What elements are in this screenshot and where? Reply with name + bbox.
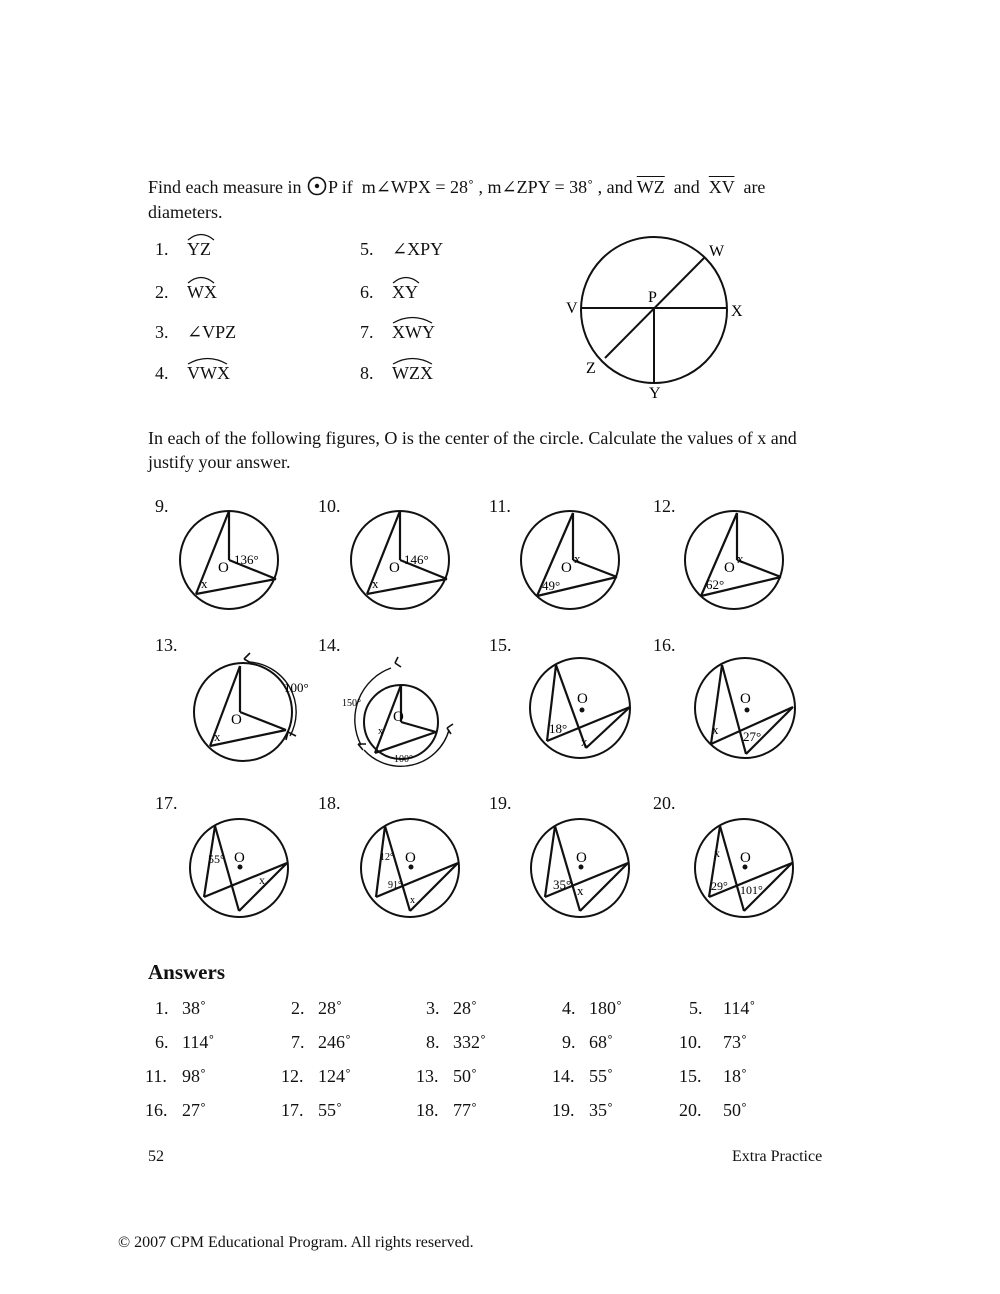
answer-value: 180˚ — [589, 998, 622, 1018]
figure-number: 15. — [489, 635, 512, 655]
answer-number: 6. — [155, 1032, 169, 1052]
arc-symbol-icon — [186, 355, 229, 365]
instructions — [148, 175, 848, 225]
segment-xv: $\overline{XV}$ — [708, 177, 735, 197]
figure-14 — [342, 657, 453, 766]
figure-label: 101° — [740, 883, 763, 897]
figure-label: x — [577, 883, 584, 898]
figure-label: O — [561, 560, 572, 576]
answer-value: 114˚ — [723, 998, 756, 1018]
question-6 — [360, 280, 418, 304]
answer-value: 28˚ — [318, 998, 342, 1018]
question-number: 5. — [360, 239, 374, 259]
figure-label: x — [372, 576, 379, 591]
figure-label: 18° — [549, 721, 568, 736]
question-label: YZ — [187, 239, 211, 259]
answer-number: 20. — [679, 1100, 702, 1120]
figure-label: 35° — [553, 877, 572, 892]
point-p: P — [648, 289, 657, 306]
question-5 — [360, 237, 443, 261]
answer-number: 15. — [679, 1066, 702, 1086]
arc-symbol-icon — [391, 355, 434, 365]
figure-number: 20. — [653, 793, 676, 813]
answer-value: 55˚ — [318, 1100, 342, 1120]
point-w: W — [709, 243, 725, 260]
figure-number: 11. — [489, 496, 511, 516]
arc-symbol-icon — [186, 274, 216, 284]
answer-value: 246˚ — [318, 1032, 351, 1052]
section-name: Extra Practice — [732, 1148, 823, 1165]
figure-number: 14. — [318, 635, 341, 655]
figure-label: O — [740, 691, 751, 707]
question-4 — [155, 361, 230, 385]
question-number: 2. — [155, 282, 169, 302]
answer-value: 28˚ — [453, 998, 477, 1018]
answer-value: 38˚ — [182, 998, 206, 1018]
answer-value: 98˚ — [182, 1066, 206, 1086]
question-label: XY — [392, 282, 418, 302]
question-label: ∠VPZ — [187, 322, 237, 342]
question-label: WZX — [392, 363, 433, 383]
question-3 — [155, 320, 236, 344]
point-y: Y — [649, 385, 661, 402]
and-word: and — [673, 177, 700, 197]
figure-label: 100° — [394, 754, 413, 765]
figure-13 — [194, 653, 309, 761]
answer-value: 35˚ — [589, 1100, 613, 1120]
figure-label: 49° — [542, 578, 561, 593]
figure-17 — [190, 819, 288, 917]
question-number: 3. — [155, 322, 169, 342]
point-v: V — [566, 300, 578, 317]
copyright: © 2007 CPM Educational Program. All rights reserved. — [118, 1234, 474, 1251]
answer-number: 16. — [145, 1100, 168, 1120]
figure-label: x — [712, 722, 719, 737]
figure-label: x — [201, 576, 208, 591]
figure-label: O — [724, 560, 735, 576]
answer-number: 4. — [562, 998, 576, 1018]
answer-value: 124˚ — [318, 1066, 351, 1086]
figure-9 — [180, 511, 278, 609]
figure-label: x — [378, 726, 383, 737]
question-8 — [360, 361, 433, 385]
question-label: ∠XPY — [392, 239, 444, 259]
figure-18 — [361, 819, 459, 917]
figure-10 — [351, 511, 449, 609]
figure-number: 10. — [318, 496, 341, 516]
figure-number: 18. — [318, 793, 341, 813]
arc-symbol-icon — [186, 231, 216, 241]
arc-symbol-icon — [391, 274, 421, 284]
figure-label: O — [231, 712, 242, 728]
figure-label: 55° — [208, 852, 225, 866]
figure-label: O — [393, 709, 404, 725]
answer-number: 13. — [416, 1066, 439, 1086]
figure-instructions-line2: justify your answer. — [148, 452, 291, 472]
answer-value: 50˚ — [723, 1100, 747, 1120]
answer-value: 18˚ — [723, 1066, 747, 1086]
figure-label: x — [410, 895, 415, 906]
figure-label: O — [218, 560, 229, 576]
figure-label: O — [405, 850, 416, 866]
figure-16 — [695, 658, 795, 758]
answer-number: 14. — [552, 1066, 575, 1086]
answer-number: 9. — [562, 1032, 576, 1052]
figure-instructions — [148, 426, 888, 474]
question-number: 4. — [155, 363, 169, 383]
figure-label: O — [234, 850, 245, 866]
center-dot — [745, 708, 750, 713]
question-number: 8. — [360, 363, 374, 383]
answer-number: 3. — [426, 998, 440, 1018]
answer-number: 1. — [155, 998, 169, 1018]
figure-label: O — [740, 850, 751, 866]
answer-number: 8. — [426, 1032, 440, 1052]
figure-label: 12° — [380, 852, 394, 863]
question-number: 7. — [360, 322, 374, 342]
figure-label: 136° — [234, 552, 259, 567]
circle-label: P if — [327, 177, 353, 197]
question-label: VWX — [187, 363, 230, 383]
answer-value: 68˚ — [589, 1032, 613, 1052]
are-word: are — [743, 177, 766, 197]
center-dot — [580, 708, 585, 713]
figure-11 — [521, 511, 619, 609]
figure-12 — [685, 511, 783, 609]
answer-value: 77˚ — [453, 1100, 477, 1120]
figure-19 — [531, 819, 629, 917]
figure-label: x — [214, 729, 221, 744]
figure-label: 91° — [388, 880, 402, 891]
question-2 — [155, 280, 217, 304]
instruction-lead: Find each measure in — [148, 177, 302, 197]
figures-canvas — [0, 490, 1000, 930]
arc-symbol-icon — [391, 314, 434, 324]
figure-label: x — [581, 734, 588, 749]
circle-dot-icon — [306, 176, 328, 196]
figure-label: x — [714, 846, 720, 860]
figure-label: x — [737, 551, 744, 566]
figure-label: 27° — [743, 729, 762, 744]
figure-label: 146° — [404, 552, 429, 567]
figure-number: 13. — [155, 635, 178, 655]
figure-15 — [530, 658, 630, 758]
figure-label: O — [577, 691, 588, 707]
point-x: X — [731, 303, 743, 320]
segment-wz: $\overline{WZ}$ — [636, 177, 665, 197]
page-number: 52 — [148, 1148, 164, 1165]
answer-value: 114˚ — [182, 1032, 215, 1052]
figure-label: O — [576, 850, 587, 866]
diameters-word: diameters. — [148, 202, 223, 222]
answer-number: 17. — [281, 1100, 304, 1120]
question-label: XWY — [392, 322, 435, 342]
answer-value: 73˚ — [723, 1032, 747, 1052]
answer-value: 27˚ — [182, 1100, 206, 1120]
answer-number: 12. — [281, 1066, 304, 1086]
answer-value: 50˚ — [453, 1066, 477, 1086]
answer-number: 10. — [679, 1032, 702, 1052]
figure-label: 62° — [706, 577, 725, 592]
figure-label: x — [259, 873, 265, 887]
figure-number: 12. — [653, 496, 676, 516]
figure-20 — [695, 819, 793, 917]
figure-label: 100° — [284, 680, 309, 695]
conditions: m∠WPX = 28˚ , m∠ZPY = 38˚ , and — [361, 177, 633, 197]
figure-number: 19. — [489, 793, 512, 813]
answer-number: 18. — [416, 1100, 439, 1120]
answer-number: 7. — [291, 1032, 305, 1052]
answers-heading: Answers — [148, 960, 225, 984]
question-number: 6. — [360, 282, 374, 302]
figure-number: 17. — [155, 793, 178, 813]
figure-label: x — [574, 551, 581, 566]
answer-value: 332˚ — [453, 1032, 486, 1052]
answer-value: 55˚ — [589, 1066, 613, 1086]
question-7 — [360, 320, 435, 344]
answer-number: 19. — [552, 1100, 575, 1120]
main-circle-figure — [555, 228, 775, 403]
question-1 — [155, 237, 211, 261]
question-label: WX — [187, 282, 217, 302]
figure-label: 150° — [342, 698, 361, 709]
question-number: 1. — [155, 239, 169, 259]
figure-label: 29° — [711, 879, 728, 893]
figure-instructions-line1: In each of the following figures, O is the center of the circle. Calculate the values of x and — [148, 428, 797, 448]
answer-number: 2. — [291, 998, 305, 1018]
answer-number: 11. — [145, 1066, 167, 1086]
point-z: Z — [586, 360, 596, 377]
figure-number: 9. — [155, 496, 169, 516]
figure-number: 16. — [653, 635, 676, 655]
answer-number: 5. — [689, 998, 703, 1018]
figure-label: O — [389, 560, 400, 576]
